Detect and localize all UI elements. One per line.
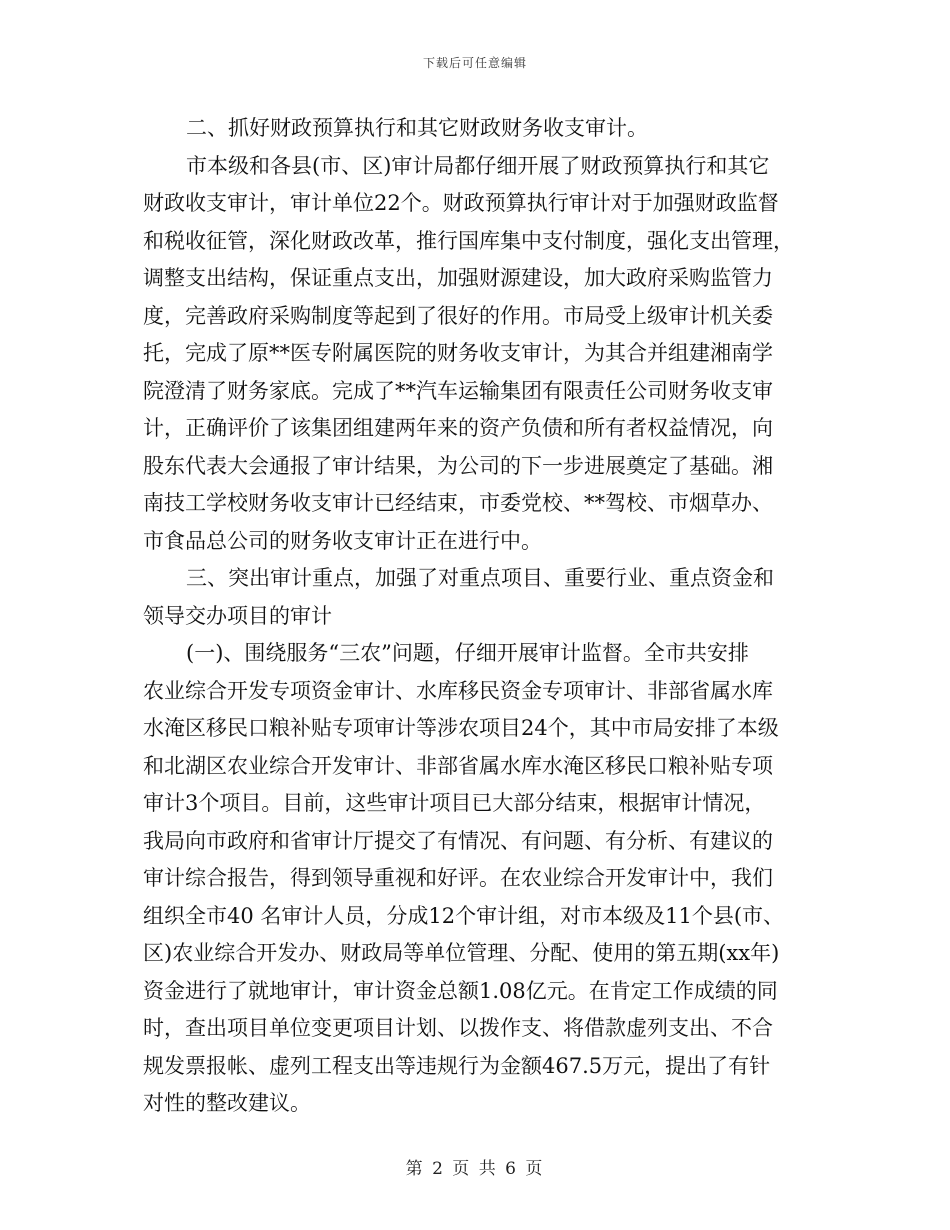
header-note: 下载后可任意编辑 [422, 56, 527, 70]
paragraph-line: 股东代表大会通报了审计结果，为公司的下一步进展奠定了基础。湘 [143, 453, 773, 478]
paragraph-line: 度，完善政府采购制度等起到了很好的作用。市局受上级审计机关委 [143, 303, 773, 328]
paragraph-line: 市本级和各县(市、区)审计局都仔细开展了财政预算执行和其它 [186, 153, 770, 178]
paragraph-line: 组织全市40 名审计人员，分成12个审计组，对市本级及11个县(市、 [143, 903, 785, 928]
paragraph-line: 农业综合开发专项资金审计、水库移民资金专项审计、非部省属水库 [143, 678, 773, 703]
paragraph-line: 对性的整改建议。 [143, 1091, 311, 1115]
paragraph-line: 和北湖区农业综合开发审计、非部省属水库水淹区移民口粮补贴专项 [143, 753, 773, 778]
paragraph-line: 时，查出项目单位变更项目计划、以拨作支、将借款虚列支出、不合 [143, 1016, 773, 1040]
paragraph-line: 审计综合报告，得到领导重视和好评。在农业综合开发审计中，我们 [143, 866, 773, 890]
section-heading: 三、突出审计重点，加强了对重点项目、重要行业、重点资金和 [186, 566, 774, 590]
paragraph-line: 托，完成了原**医专附属医院的财务收支审计，为其合并组建湘南学 [143, 341, 773, 365]
paragraph-line: 市食品总公司的财务收支审计正在进行中。 [143, 528, 542, 553]
page-number: 第 2 页 共 6 页 [405, 1159, 545, 1179]
paragraph-line: (一)、围绕服务“三农”问题，仔细开展审计监督。全市共安排 [186, 641, 749, 665]
paragraph-line: 和税收征管，深化财政改革，推行国库集中支付制度，强化支出管理， [143, 228, 794, 253]
section-heading-continued: 领导交办项目的审计 [143, 603, 332, 628]
paragraph-line: 南技工学校财务收支审计已经结束，市委党校、**驾校、市烟草办、 [143, 491, 773, 515]
paragraph-line: 财政收支审计，审计单位22个。财政预算执行审计对于加强财政监督 [143, 191, 779, 215]
paragraph-line: 规发票报帐、虚列工程支出等违规行为金额467.5万元，提出了有针 [143, 1053, 771, 1078]
paragraph-line: 院澄清了财务家底。完成了**汽车运输集团有限责任公司财务收支审 [143, 378, 773, 403]
section-heading: 二、抓好财政预算执行和其它财政财务收支审计。 [186, 116, 648, 140]
document-body [143, 110, 808, 1123]
paragraph-line: 水淹区移民口粮补贴专项审计等涉农项目24个，其中市局安排了本级 [143, 716, 779, 740]
paragraph-line: 资金进行了就地审计，审计资金总额1.08亿元。在肯定工作成绩的同 [143, 978, 778, 1003]
paragraph-line: 我局向市政府和省审计厅提交了有情况、有问题、有分析、有建议的 [143, 828, 773, 853]
paragraph-line: 计，正确评价了该集团组建两年来的资产负债和所有者权益情况，向 [143, 416, 773, 440]
paragraph-line: 区)农业综合开发办、财政局等单位管理、分配、使用的第五期(xx年) [143, 941, 780, 965]
paragraph-line: 审计3个项目。目前，这些审计项目已大部分结束，根据审计情况， [143, 791, 766, 815]
paragraph-line: 调整支出结构，保证重点支出，加强财源建设，加大政府采购监管力 [143, 266, 773, 290]
